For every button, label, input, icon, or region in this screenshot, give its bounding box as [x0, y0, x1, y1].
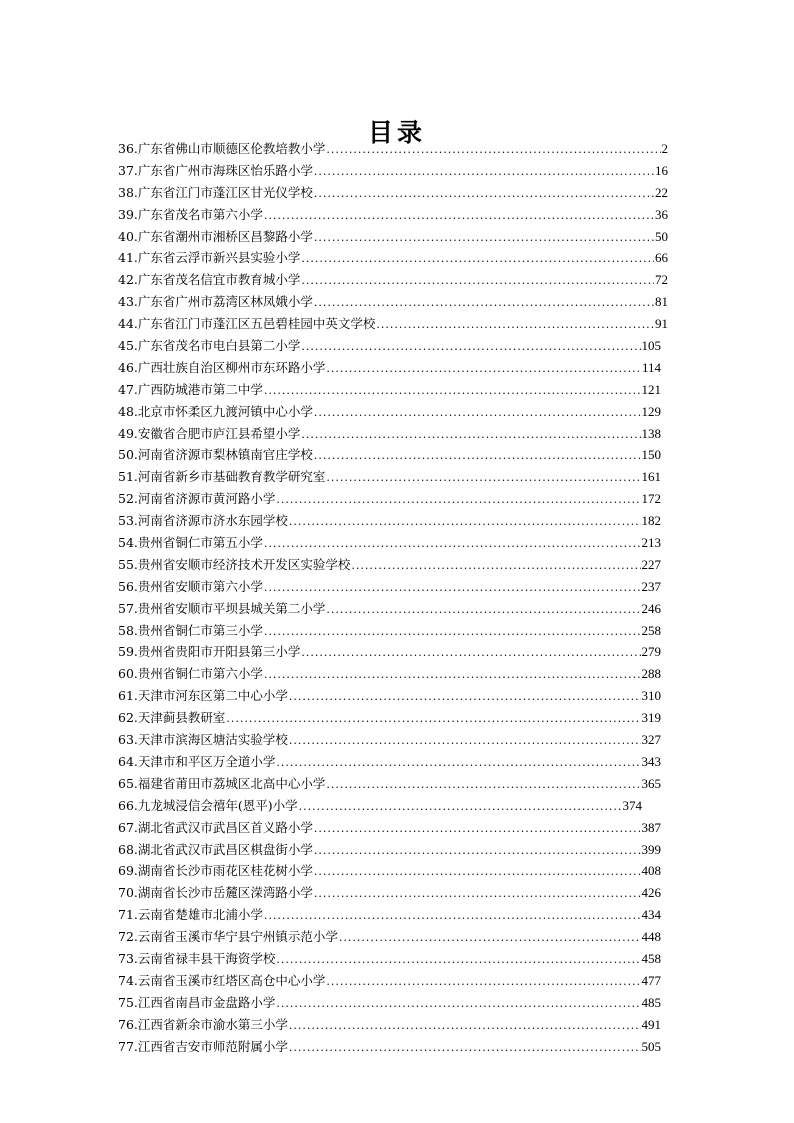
toc-entry[interactable]: [118, 226, 668, 248]
toc-entry-title: 45.广东省茂名市电白县第二小学: [118, 338, 301, 354]
toc-page-number: 36: [655, 206, 668, 222]
toc-entry[interactable]: [118, 1014, 661, 1036]
toc-page-number: 343: [641, 753, 661, 769]
toc-entry-title: 69.湖南省长沙市雨花区桂花树小学: [118, 863, 313, 879]
toc-page-number: 491: [641, 1016, 661, 1032]
toc-dot-leader: [314, 227, 654, 249]
toc-page-number: 172: [641, 491, 661, 507]
toc-page-number: 105: [641, 338, 661, 354]
toc-page-number: 426: [641, 885, 661, 901]
toc-dot-leader: [314, 861, 641, 883]
toc-dot-leader: [314, 883, 641, 905]
toc-entry-title: 71.云南省楚雄市北浦小学: [118, 907, 263, 923]
toc-dot-leader: [264, 664, 641, 686]
toc-entry-title: 76.江西省新余市渝水第三小学: [118, 1016, 288, 1032]
toc-entry-title: 75.江西省南昌市金盘路小学: [118, 994, 276, 1010]
toc-entry-title: 51.河南省新乡市基础教育教学研究室: [118, 469, 326, 485]
toc-entry-title: 57.贵州省安顺市平坝县城关第二小学: [118, 600, 326, 616]
toc-dot-leader: [301, 424, 640, 446]
toc-dot-leader: [264, 380, 641, 402]
toc-entry-title: 40.广东省潮州市湘桥区昌黎路小学: [118, 228, 313, 244]
toc-entry[interactable]: [118, 204, 668, 226]
toc-entry-title: 70.湖南省长沙市岳麓区溁湾路小学: [118, 885, 313, 901]
toc-entry[interactable]: [118, 423, 661, 445]
toc-entry[interactable]: [118, 817, 661, 839]
toc-entry[interactable]: [118, 269, 668, 291]
toc-entry-title: 48.北京市怀柔区九渡河镇中心小学: [118, 403, 313, 419]
toc-entry-title: 59.贵州省贵阳市开阳县第三小学: [118, 644, 301, 660]
toc-entry[interactable]: [118, 882, 661, 904]
toc-page-number: 213: [641, 535, 661, 551]
toc-dot-leader: [314, 292, 654, 314]
toc-page-number: 129: [641, 403, 661, 419]
toc-page-number: 50: [655, 228, 668, 244]
toc-dot-leader: [376, 314, 654, 336]
toc-dot-leader: [326, 467, 640, 489]
toc-entry[interactable]: [118, 401, 661, 423]
toc-page-number: 458: [641, 950, 661, 966]
toc-entry[interactable]: [118, 751, 661, 773]
toc-page-number: 434: [641, 907, 661, 923]
toc-entry-title: 42.广东省茂名信宜市教育城小学: [118, 272, 301, 288]
toc-entry[interactable]: [118, 138, 668, 160]
toc-entry-title: 66.九龙城浸信会禧年(恩平)小学: [118, 797, 298, 813]
toc-entry-title: 37.广东省广州市海珠区怡乐路小学: [118, 162, 313, 178]
toc-entry[interactable]: [118, 379, 661, 401]
toc-dot-leader: [289, 1037, 641, 1059]
toc-entry-title: 49.安徽省合肥市庐江县希望小学: [118, 425, 301, 441]
toc-entry[interactable]: [118, 904, 661, 926]
toc-entry-title: 55.贵州省安顺市经济技术开发区实验学校: [118, 556, 351, 572]
toc-entry-title: 50.河南省济源市梨林镇南官庄学校: [118, 447, 313, 463]
toc-entry[interactable]: [118, 839, 661, 861]
toc-entry-title: 39.广东省茂名市第六小学: [118, 206, 263, 222]
toc-entry-title: 73.云南省禄丰县干海资学校: [118, 950, 276, 966]
toc-page-number: 91: [655, 316, 668, 332]
toc-page-number: 448: [641, 929, 661, 945]
toc-page-number: 161: [641, 469, 661, 485]
toc-dot-leader: [326, 599, 640, 621]
toc-entry[interactable]: [118, 160, 668, 182]
toc-page-number: 66: [655, 250, 668, 266]
toc-entry[interactable]: [118, 685, 661, 707]
toc-entry-title: 72.云南省玉溪市华宁县宁州镇示范小学: [118, 929, 338, 945]
toc-dot-leader: [276, 993, 640, 1015]
toc-entry[interactable]: [118, 707, 661, 729]
toc-page-number: 16: [655, 162, 668, 178]
toc-entry[interactable]: [118, 663, 661, 685]
toc-entry-title: 63.天津市滨海区塘沽实验学校: [118, 732, 288, 748]
toc-entry[interactable]: [118, 992, 661, 1014]
toc-page-number: 310: [641, 688, 661, 704]
toc-page-number: 279: [641, 644, 661, 660]
toc-entry[interactable]: [118, 576, 661, 598]
toc-entry-title: 46.广西壮族自治区柳州市东环路小学: [118, 359, 326, 375]
toc-entry[interactable]: [118, 1036, 661, 1058]
toc-dot-leader: [326, 139, 660, 161]
toc-entry[interactable]: [118, 773, 661, 795]
toc-page-number: 408: [641, 863, 661, 879]
toc-page-number: 485: [641, 994, 661, 1010]
toc-entry[interactable]: [118, 182, 668, 204]
toc-dot-leader: [276, 489, 640, 511]
toc-page-number: 374: [622, 797, 642, 813]
toc-entry-title: 44.广东省江门市蓬江区五邑碧桂园中英文学校: [118, 316, 376, 332]
toc-entry[interactable]: [118, 860, 661, 882]
toc-page-number: 121: [641, 381, 661, 397]
toc-dot-leader: [351, 555, 640, 577]
toc-entry-title: 56.贵州省安顺市第六小学: [118, 578, 263, 594]
toc-entry-title: 60.贵州省铜仁市第六小学: [118, 666, 263, 682]
toc-dot-leader: [301, 248, 654, 270]
toc-page-number: 319: [641, 710, 661, 726]
toc-page-number: 237: [641, 578, 661, 594]
toc-entry[interactable]: [118, 554, 661, 576]
toc-page-number: 246: [641, 600, 661, 616]
table-of-contents: [118, 138, 668, 1057]
toc-page-number: 387: [641, 819, 661, 835]
toc-entry-title: 65.福建省莆田市荔城区北高中心小学: [118, 775, 326, 791]
toc-entry[interactable]: [118, 620, 661, 642]
toc-dot-leader: [276, 949, 640, 971]
toc-page-number: 327: [641, 732, 661, 748]
toc-entry[interactable]: [118, 641, 661, 663]
toc-page-number: 72: [655, 272, 668, 288]
toc-dot-leader: [289, 686, 641, 708]
toc-dot-leader: [264, 205, 654, 227]
toc-page-number: 138: [641, 425, 661, 441]
toc-dot-leader: [264, 905, 641, 927]
toc-dot-leader: [314, 183, 654, 205]
toc-entry-title: 68.湖北省武汉市武昌区棋盘街小学: [118, 841, 313, 857]
toc-page-number: 182: [641, 513, 661, 529]
toc-entry-title: 53.河南省济源市济水东园学校: [118, 513, 288, 529]
toc-page-number: 114: [641, 359, 661, 375]
toc-entry[interactable]: [118, 313, 668, 335]
toc-page-number: 150: [641, 447, 661, 463]
toc-dot-leader: [289, 1015, 641, 1037]
toc-entry-title: 38.广东省江门市蓬江区甘光仪学校: [118, 184, 313, 200]
toc-entry[interactable]: [118, 335, 661, 357]
toc-entry[interactable]: [118, 247, 668, 269]
toc-entry-title: 62.天津蓟县教研室: [118, 710, 226, 726]
toc-page-number: 258: [641, 622, 661, 638]
toc-entry-title: 61.天津市河东区第二中心小学: [118, 688, 288, 704]
toc-entry-title: 52.河南省济源市黄河路小学: [118, 491, 276, 507]
toc-entry[interactable]: [118, 488, 661, 510]
toc-dot-leader: [326, 358, 641, 380]
toc-entry[interactable]: [118, 926, 661, 948]
toc-page-number: 22: [655, 184, 668, 200]
toc-dot-leader: [326, 774, 640, 796]
toc-page-number: 477: [641, 972, 661, 988]
toc-page-number: 227: [641, 556, 661, 572]
toc-entry-title: 64.天津市和平区万全道小学: [118, 753, 276, 769]
toc-dot-leader: [314, 840, 641, 862]
toc-dot-leader: [289, 511, 641, 533]
toc-entry-title: 58.贵州省铜仁市第三小学: [118, 622, 263, 638]
toc-entry-title: 67.湖北省武汉市武昌区首义路小学: [118, 819, 313, 835]
toc-entry-title: 43.广东省广州市荔湾区林凤娥小学: [118, 294, 313, 310]
toc-page-number: 81: [655, 294, 668, 310]
toc-entry[interactable]: [118, 466, 661, 488]
toc-entry-title: 77.江西省吉安市师范附属小学: [118, 1038, 288, 1054]
toc-dot-leader: [314, 445, 641, 467]
toc-entry-title: 54.贵州省铜仁市第五小学: [118, 535, 263, 551]
toc-entry[interactable]: [118, 357, 661, 379]
toc-entry[interactable]: [118, 444, 661, 466]
toc-entry[interactable]: [118, 598, 661, 620]
toc-entry-title: 47.广西防城港市第二中学: [118, 381, 263, 397]
toc-entry[interactable]: [118, 970, 661, 992]
toc-entry-title: 41.广东省云浮市新兴县实验小学: [118, 250, 301, 266]
toc-dot-leader: [314, 161, 654, 183]
toc-entry[interactable]: [118, 532, 661, 554]
toc-dot-leader: [264, 533, 641, 555]
toc-dot-leader: [301, 642, 640, 664]
toc-entry-title: 36.广东省佛山市顺德区伦教培教小学: [118, 141, 326, 156]
toc-dot-leader: [339, 927, 641, 949]
toc-entry[interactable]: [118, 291, 668, 313]
page-title: 目录: [367, 117, 426, 147]
toc-entry[interactable]: [118, 729, 661, 751]
toc-dot-leader: [301, 270, 654, 292]
toc-dot-leader: [326, 971, 640, 993]
toc-entry-title: 74.云南省玉溪市红塔区高仓中心小学: [118, 972, 326, 988]
toc-dot-leader: [314, 818, 641, 840]
toc-dot-leader: [264, 577, 641, 599]
toc-page-number: 505: [641, 1038, 661, 1054]
toc-dot-leader: [289, 730, 641, 752]
toc-dot-leader: [301, 336, 640, 358]
toc-page-number: 288: [641, 666, 661, 682]
toc-page-number: 2: [661, 141, 668, 156]
toc-dot-leader: [299, 796, 622, 818]
toc-page-number: 365: [641, 775, 661, 791]
toc-page-number: 399: [641, 841, 661, 857]
toc-dot-leader: [276, 752, 640, 774]
toc-dot-leader: [264, 621, 641, 643]
toc-dot-leader: [314, 402, 641, 424]
toc-dot-leader: [226, 708, 640, 730]
toc-entry[interactable]: [118, 510, 661, 532]
toc-entry[interactable]: [118, 795, 642, 817]
toc-entry[interactable]: [118, 948, 661, 970]
